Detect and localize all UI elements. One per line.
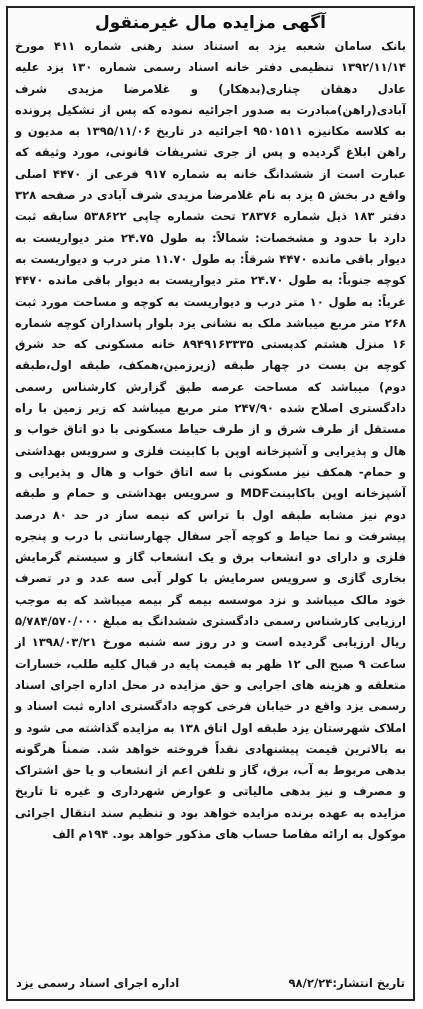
footer-row <box>16 973 405 993</box>
notice-title: آگهی مزایده مال غیرمنقول <box>95 13 326 33</box>
publish-date: تاریخ انتشار:۹۸/۲/۲۴ <box>288 976 405 990</box>
issuing-office: اداره اجرای اسناد رسمی یزد <box>16 976 180 990</box>
notice-body: بانک سامان شعبه یزد به استناد سند رهنی شماره ۴۱۱ مورخ ۱۳۹۲/۱۱/۱۴ تنظیمی دفتر خانه اسناد رسمی شماره ۱۳۰ یزد علیه عادل دهقان چناری(بدهکار) و غلامرضا مزیدی شرف آبادی(راهن)مبادرت به صدور اجرائیه نموده که پس از تشکیل پرونده به کلاسه مکانیزه ۹۵۰۱۵۱۱ اجرائیه در تاریخ ۱۳۹۵/۱۱/۰۶ به مدیون و راهن ابلاغ گردیده و پس از جری تشریفات قانونی، مورد وثیقه که عبارت است از ششدانگ خانه به شماره ۹۱۷ فرعی از ۴۴۷۰ اصلی واقع در بخش ۵ یزد به نام غلامرضا مزیدی شرف آبادی در صفحه ۳۲۸ دفتر ۱۸۳ ذیل شماره ۲۸۳۷۶ تحت شماره چاپی ۵۳۸۶۲۲ سابقه ثبت دارد با حدود و مشخصات: شمالاً: به طول ۲۴.۷۵ متر دیواریست به دیوار باقی مانده ۴۴۷۰ شرقاً: به طول ۱۱.۷۰ متر درب و دیواریست به کوچه جنوباً: به طول ۲۴.۷۰ متر دیواریست به دیوار باقی مانده ۴۴۷۰ غرباً: به طول ۱۰ متر درب و دیواریست به کوچه و مساحت مورد ثبت ۲۶۸ متر مربع میباشد ملک به نشانی یزد بلوار پاسداران کوچه شماره ۱۶ منزل هشتم کدپستی ۸۹۴۹۱۶۳۳۳۵ خانه مسکونی که حد شرق کوچه بن بست در چهار طبقه (زیرزمین،همکف، طبقه اول،طبقه دوم) میباشد که مساحت عرصه طبق گزارش کارشناس رسمی دادگستری اصلاح شده ۲۴۷/۹۰ متر مربع میباشد که زیر زمین با راه مستقل از طرف شرق و از طرف حیاط مسکونی با دو اتاق خواب و هال و پذیرایی و آشپزخانه اوپن با کابینت فلزی و سرویس بهداشتی و حمام- همکف نیز مسکونی با سه اتاق خواب و هال و پذیرایی و آشپزخانه اوپن باکابینتMDF و سرویس بهداشتی و حمام و طبقه دوم نیز مشابه طبقه اول با تراس که نیمه ساز در حد ۸۰ درصد پیشرفت و نما حیاط و کوچه آجر سفال چهارسانتی با درب و پنجره فلزی و دارای دو انشعاب برق و یک انشعاب گاز و سیستم گرمایش بخاری گازی و سرویس سرمایش با کولر آبی سه عدد و در تصرف خود مالک میباشد و نزد موسسه بیمه گر بیمه میباشد که به موجب ارزیابی کارشناس رسمی دادگستری ششدانگ به مبلغ ۵/۷۸۴/۵۷۰/۰۰۰ ریال ارزیابی گردیده است و در روز سه شنبه مورخ ۱۳۹۸/۰۳/۲۱ از ساعت ۹ صبح الی ۱۲ ظهر به قیمت پایه در قبال کلیه طلب، خسارات متعلقه و هزینه های اجرایی و حق مزایده در محل اداره اجرای اسناد رسمی یزد واقع در خیابان فرخی کوچه دادگستری اداره ثبت اسناد و املاک شهرستان یزد طبقه اول اتاق ۱۳۸ به مزایده گذاشته می شود و به بالاترین قیمت پیشنهادی نقداً فروخته خواهد شد. ضمناً هرگونه بدهی مربوط به آب، برق، گاز و تلفن اعم از انشعاب و یا حق اشتراک و مصرف و نیز بدهی مالیاتی و عوارض شهرداری و غیره تا تاریخ مزایده به عهده برنده مزایده خواهد بود و تنظیم سند انتقال اجرائی موکول به ارائه مفاصا حساب های مذکور خواهد بود. ۱۹۴م الف <box>15 39 407 841</box>
notice-footer <box>16 973 405 993</box>
auction-notice <box>6 6 415 1001</box>
